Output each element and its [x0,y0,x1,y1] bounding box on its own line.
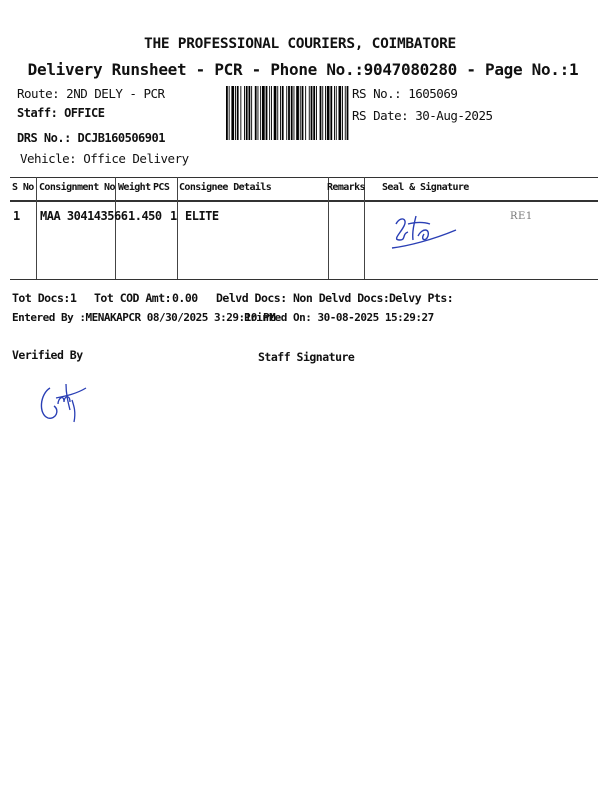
receiver-signature [386,210,466,258]
header-s-no: S No [12,182,34,193]
barcode-bar [294,86,295,140]
barcode-bar [244,86,245,140]
tot-cod-label: Tot COD Amt: [94,291,172,305]
rs-date: RS Date: 30-Aug-2025 [352,108,493,123]
barcode-bar [342,86,343,140]
seal-mark: RE1 [510,211,533,222]
barcode-bar [235,86,236,140]
printed-on: Printed On: 30-08-2025 15:29:27 [244,311,434,324]
barcode-bar [320,86,322,140]
header-weight: Weight [118,182,151,193]
barcode-bar [260,86,261,140]
barcode-bar [282,86,284,140]
barcode-bar [330,86,332,140]
drs-number: DRS No.: DCJB160506901 [17,131,165,145]
barcode-bar [345,86,346,140]
delvd-docs-label: Delvd Docs: [216,291,287,305]
table-top-rule [10,177,598,178]
staff-signature-label: Staff Signature [258,350,355,364]
barcode-bar [237,86,239,140]
table-header-rule [10,200,598,202]
header-consignment-no: Consignment No [39,182,115,193]
header-consignee-details: Consignee Details [179,182,272,193]
barcode-bar [251,86,252,140]
row-weight: 1.450 [128,209,162,223]
header-remarks: Remarks [327,182,365,193]
barcode-bar [291,86,293,140]
barcode-bar [327,86,330,140]
barcode-bar [300,86,301,140]
barcode-bar [296,86,299,140]
row-consignee: ELITE [185,209,219,223]
barcode-bar [336,86,337,140]
barcode-bar [262,86,265,140]
tot-docs-label: Tot Docs: [12,291,70,305]
barcode-bar [240,86,241,140]
barcode-bar [231,86,234,140]
barcode-bar [246,86,248,140]
col-divider [115,177,116,279]
barcode-bar [226,86,228,140]
barcode-bar [311,86,313,140]
barcode-bar [302,86,304,140]
col-divider [177,177,178,279]
header-pcs: PCS [153,182,170,193]
header-seal-signature: Seal & Signature [382,182,469,193]
barcode-bar [258,86,259,140]
barcode-bar [288,86,290,140]
barcode-bar [339,86,342,140]
verified-by-label: Verified By [12,348,83,362]
barcode-bar [249,86,251,140]
barcode-bar [229,86,230,140]
tot-cod-value: 0.00 [172,291,198,305]
table-bottom-rule [10,279,598,280]
barcode-bar [277,86,278,140]
tot-docs-value: 1 [70,291,77,305]
verifier-signature [36,380,88,428]
barcode-bar [325,86,326,140]
entered-by: Entered By :MENAKAPCR 08/30/2025 3:29:10 PM [12,311,276,324]
barcode-bar [334,86,335,140]
runsheet-subtitle: Delivery Runsheet - PCR - Phone No.:9047080280 - Page No.:1 [27,60,579,79]
barcode-bar [305,86,306,140]
barcode-bar [274,86,277,140]
staff-info: Staff: OFFICE [17,106,105,120]
barcode-bar [313,86,315,140]
barcode-bar [286,86,287,140]
barcode-bar [280,86,281,140]
barcode-bar [255,86,257,140]
barcode-bar [309,86,310,140]
route-info: Route: 2ND DELY - PCR [17,86,165,101]
barcode-bar [269,86,270,140]
barcode-bar [271,86,272,140]
barcode-graphic [226,86,350,140]
row-s-no: 1 [13,209,20,223]
row-pcs: 1 [170,209,177,223]
col-divider [36,177,37,279]
barcode-bar [347,86,349,140]
barcode-bar [266,86,268,140]
vehicle-info: Vehicle: Office Delivery [20,151,189,166]
barcode-bar [322,86,323,140]
delvy-pts-label: Delvy Pts: [389,291,454,305]
barcode-bar [316,86,317,140]
row-consignment-no: MAA 304143566 [40,209,128,223]
non-delvd-docs-label: Non Delvd Docs: [293,291,390,305]
company-title: THE PROFESSIONAL COURIERS, COIMBATORE [144,36,456,52]
rs-number: RS No.: 1605069 [352,86,458,101]
